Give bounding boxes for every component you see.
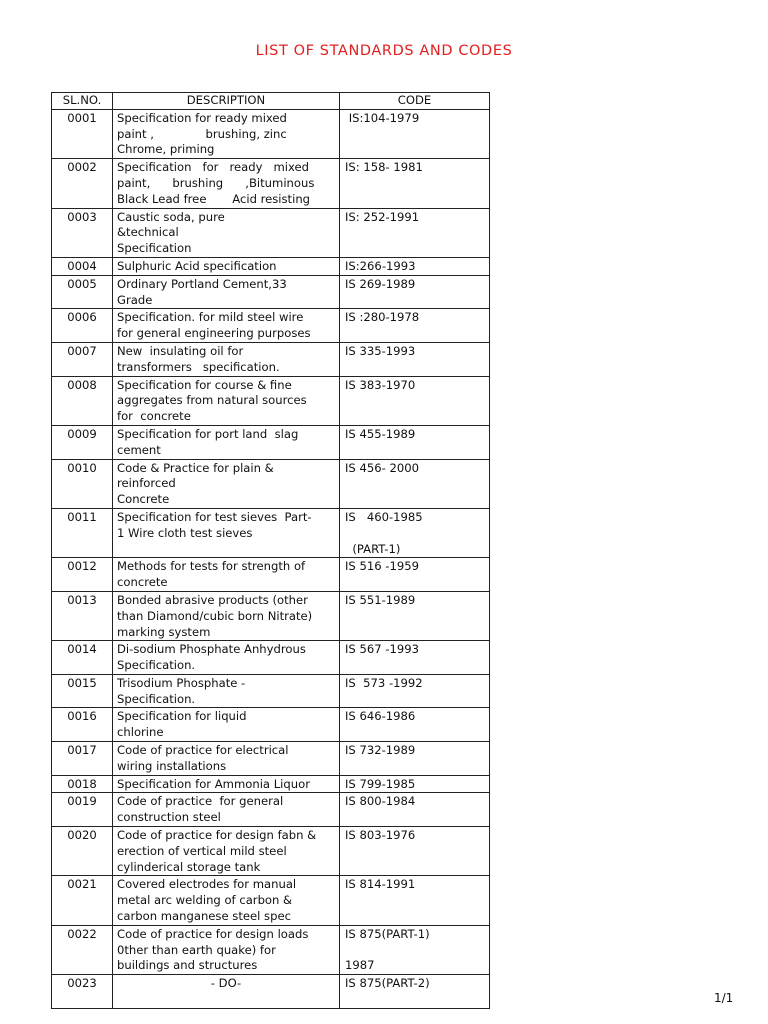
code-line: IS 573 -1992 bbox=[345, 675, 423, 690]
table-row bbox=[52, 925, 490, 974]
code-line: IS :280-1978 bbox=[345, 310, 420, 325]
description-line: Specification for test sieves Part- bbox=[117, 509, 312, 524]
page-number: 1/1 bbox=[714, 991, 734, 1005]
description-line: erection of vertical mild steel bbox=[117, 843, 287, 858]
row-slno: 0021 bbox=[52, 876, 113, 925]
row-code bbox=[340, 275, 490, 309]
description-line: construction steel bbox=[117, 810, 221, 825]
description-line: New insulating oil for bbox=[117, 343, 244, 358]
row-description bbox=[113, 309, 340, 343]
description-line: Sulphuric Acid specification bbox=[117, 258, 277, 273]
code-line: IS 269-1989 bbox=[345, 276, 416, 291]
table-row bbox=[52, 641, 490, 675]
row-slno: 0001 bbox=[52, 109, 113, 158]
description-line bbox=[117, 542, 335, 558]
code-line bbox=[345, 992, 485, 1008]
row-code bbox=[340, 342, 490, 376]
row-description bbox=[113, 376, 340, 425]
description-line: Specification for port land slag bbox=[117, 426, 299, 441]
description-line: Code of practice for electrical bbox=[117, 743, 289, 758]
description-line: cylinderical storage tank bbox=[117, 859, 261, 874]
table-row bbox=[52, 975, 490, 1009]
row-description bbox=[113, 641, 340, 675]
code-line bbox=[345, 943, 485, 959]
description-line: Specification. bbox=[117, 658, 196, 673]
description-line: Chrome, priming bbox=[117, 142, 215, 157]
code-line: IS: 252-1991 bbox=[345, 209, 420, 224]
row-code bbox=[340, 925, 490, 974]
code-line: IS 456- 2000 bbox=[345, 460, 419, 475]
code-line: IS 732-1989 bbox=[345, 743, 416, 758]
code-line: IS 383-1970 bbox=[345, 377, 416, 392]
description-line: Specification bbox=[117, 241, 192, 256]
description-line: for general engineering purposes bbox=[117, 326, 311, 341]
table-row bbox=[52, 425, 490, 459]
row-code bbox=[340, 793, 490, 827]
code-line: IS 455-1989 bbox=[345, 426, 416, 441]
description-line: Code of practice for design loads bbox=[117, 926, 309, 941]
code-line: (PART-1) bbox=[345, 541, 401, 556]
description-line: Covered electrodes for manual bbox=[117, 877, 297, 892]
code-line: IS 875(PART-1) bbox=[345, 926, 430, 941]
description-line: marking system bbox=[117, 624, 211, 639]
row-code bbox=[340, 827, 490, 876]
table-row bbox=[52, 876, 490, 925]
row-code bbox=[340, 309, 490, 343]
description-line: Specification for liquid bbox=[117, 709, 247, 724]
description-line: than Diamond/cubic born Nitrate) bbox=[117, 608, 313, 623]
description-line: Black Lead free Acid resisting bbox=[117, 191, 311, 206]
row-slno: 0005 bbox=[52, 275, 113, 309]
description-line: Concrete bbox=[117, 492, 170, 507]
code-line bbox=[345, 526, 485, 542]
description-line: Code of practice for design fabn & bbox=[117, 828, 317, 843]
page-title: LIST OF STANDARDS AND CODES bbox=[255, 43, 513, 59]
description-line: buildings and structures bbox=[117, 958, 258, 973]
table-row bbox=[52, 793, 490, 827]
description-line bbox=[117, 992, 335, 1008]
table-row bbox=[52, 275, 490, 309]
row-description bbox=[113, 275, 340, 309]
code-line: IS 646-1986 bbox=[345, 709, 416, 724]
row-code bbox=[340, 641, 490, 675]
code-line: IS:266-1993 bbox=[345, 258, 416, 273]
table-row bbox=[52, 109, 490, 158]
row-slno: 0013 bbox=[52, 591, 113, 640]
table-row bbox=[52, 742, 490, 776]
description-line: - DO- bbox=[210, 976, 242, 991]
row-description bbox=[113, 876, 340, 925]
row-slno: 0002 bbox=[52, 159, 113, 208]
row-description bbox=[113, 742, 340, 776]
row-description bbox=[113, 459, 340, 508]
description-line: aggregates from natural sources bbox=[117, 393, 307, 408]
row-description bbox=[113, 775, 340, 793]
code-line: IS 460-1985 bbox=[345, 509, 423, 524]
description-line: Specification for ready mixed bbox=[117, 160, 310, 175]
row-code bbox=[340, 742, 490, 776]
code-line: IS 567 -1993 bbox=[345, 642, 419, 657]
table-row bbox=[52, 342, 490, 376]
row-description bbox=[113, 975, 340, 1009]
row-description bbox=[113, 674, 340, 708]
description-line: reinforced bbox=[117, 476, 176, 491]
description-line: Code & Practice for plain & bbox=[117, 460, 274, 475]
header-slno: SL.NO. bbox=[52, 93, 113, 110]
table-header-row bbox=[52, 93, 490, 110]
row-code bbox=[340, 109, 490, 158]
row-description bbox=[113, 159, 340, 208]
row-slno: 0007 bbox=[52, 342, 113, 376]
row-description bbox=[113, 425, 340, 459]
description-line: paint , brushing, zinc bbox=[117, 126, 287, 141]
code-line: IS 799-1985 bbox=[345, 776, 416, 791]
row-code bbox=[340, 159, 490, 208]
row-description bbox=[113, 925, 340, 974]
code-line: IS 814-1991 bbox=[345, 877, 416, 892]
description-line: paint, brushing ,Bituminous bbox=[117, 175, 315, 190]
description-line: cement bbox=[117, 442, 161, 457]
row-slno: 0017 bbox=[52, 742, 113, 776]
code-line: IS 800-1984 bbox=[345, 794, 416, 809]
description-line: Specification. bbox=[117, 691, 196, 706]
row-slno: 0015 bbox=[52, 674, 113, 708]
row-slno: 0004 bbox=[52, 257, 113, 275]
row-slno: 0018 bbox=[52, 775, 113, 793]
header-code: CODE bbox=[340, 93, 490, 110]
code-line: IS 516 -1959 bbox=[345, 559, 419, 574]
table-row bbox=[52, 309, 490, 343]
row-slno: 0016 bbox=[52, 708, 113, 742]
description-line: Specification for Ammonia Liquor bbox=[117, 776, 310, 791]
table-row bbox=[52, 159, 490, 208]
description-line: for concrete bbox=[117, 409, 191, 424]
standards-table bbox=[51, 92, 490, 1009]
description-line: Specification for ready mixed bbox=[117, 110, 287, 125]
table-row bbox=[52, 208, 490, 257]
row-slno: 0022 bbox=[52, 925, 113, 974]
row-code bbox=[340, 257, 490, 275]
row-code bbox=[340, 708, 490, 742]
row-description bbox=[113, 793, 340, 827]
table-row bbox=[52, 257, 490, 275]
description-line: Ordinary Portland Cement,33 bbox=[117, 276, 287, 291]
description-line: Trisodium Phosphate - bbox=[117, 675, 246, 690]
code-line: IS:104-1979 bbox=[345, 110, 420, 125]
description-line: Bonded abrasive products (other bbox=[117, 592, 308, 607]
table-row bbox=[52, 591, 490, 640]
description-line: Di-sodium Phosphate Anhydrous bbox=[117, 642, 306, 657]
row-code bbox=[340, 975, 490, 1009]
row-description bbox=[113, 342, 340, 376]
row-description bbox=[113, 508, 340, 557]
row-code bbox=[340, 558, 490, 592]
row-code bbox=[340, 459, 490, 508]
table-row bbox=[52, 674, 490, 708]
row-code bbox=[340, 376, 490, 425]
description-line: Methods for tests for strength of bbox=[117, 559, 306, 574]
description-line: wiring installations bbox=[117, 758, 227, 773]
row-code bbox=[340, 674, 490, 708]
row-slno: 0019 bbox=[52, 793, 113, 827]
row-description bbox=[113, 591, 340, 640]
row-code bbox=[340, 775, 490, 793]
description-line: Specification. for mild steel wire bbox=[117, 310, 304, 325]
description-line: Specification for course & fine bbox=[117, 377, 292, 392]
row-slno: 0010 bbox=[52, 459, 113, 508]
row-description bbox=[113, 708, 340, 742]
row-slno: 0020 bbox=[52, 827, 113, 876]
header-description: DESCRIPTION bbox=[113, 93, 340, 110]
row-code bbox=[340, 876, 490, 925]
row-code bbox=[340, 591, 490, 640]
code-line: IS 551-1989 bbox=[345, 592, 416, 607]
code-line: IS 803-1976 bbox=[345, 828, 416, 843]
row-description bbox=[113, 827, 340, 876]
table-row bbox=[52, 459, 490, 508]
row-description bbox=[113, 208, 340, 257]
row-code bbox=[340, 508, 490, 557]
code-line: 1987 bbox=[345, 958, 375, 973]
code-line: IS 335-1993 bbox=[345, 343, 416, 358]
description-line: Grade bbox=[117, 292, 153, 307]
description-line: Caustic soda, pure bbox=[117, 209, 225, 224]
row-slno: 0006 bbox=[52, 309, 113, 343]
row-description bbox=[113, 257, 340, 275]
table-row bbox=[52, 775, 490, 793]
description-line: &technical bbox=[117, 225, 179, 240]
table-row bbox=[52, 558, 490, 592]
description-line: 1 Wire cloth test sieves bbox=[117, 525, 253, 540]
description-line: transformers specification. bbox=[117, 359, 280, 374]
row-description bbox=[113, 558, 340, 592]
row-slno: 0014 bbox=[52, 641, 113, 675]
description-line: concrete bbox=[117, 575, 168, 590]
table-row bbox=[52, 827, 490, 876]
row-slno: 0008 bbox=[52, 376, 113, 425]
row-description bbox=[113, 109, 340, 158]
row-code bbox=[340, 425, 490, 459]
row-slno: 0023 bbox=[52, 975, 113, 1009]
description-line: Code of practice for general bbox=[117, 794, 284, 809]
code-line: IS 875(PART-2) bbox=[345, 976, 430, 991]
row-code bbox=[340, 208, 490, 257]
description-line: metal arc welding of carbon & bbox=[117, 893, 293, 908]
row-slno: 0011 bbox=[52, 508, 113, 557]
table-row bbox=[52, 376, 490, 425]
table-row bbox=[52, 508, 490, 557]
table-row bbox=[52, 708, 490, 742]
row-slno: 0009 bbox=[52, 425, 113, 459]
row-slno: 0012 bbox=[52, 558, 113, 592]
row-slno: 0003 bbox=[52, 208, 113, 257]
description-line: 0ther than earth quake) for bbox=[117, 942, 276, 957]
description-line: chlorine bbox=[117, 725, 164, 740]
code-line: IS: 158- 1981 bbox=[345, 160, 423, 175]
description-line: carbon manganese steel spec bbox=[117, 909, 291, 924]
